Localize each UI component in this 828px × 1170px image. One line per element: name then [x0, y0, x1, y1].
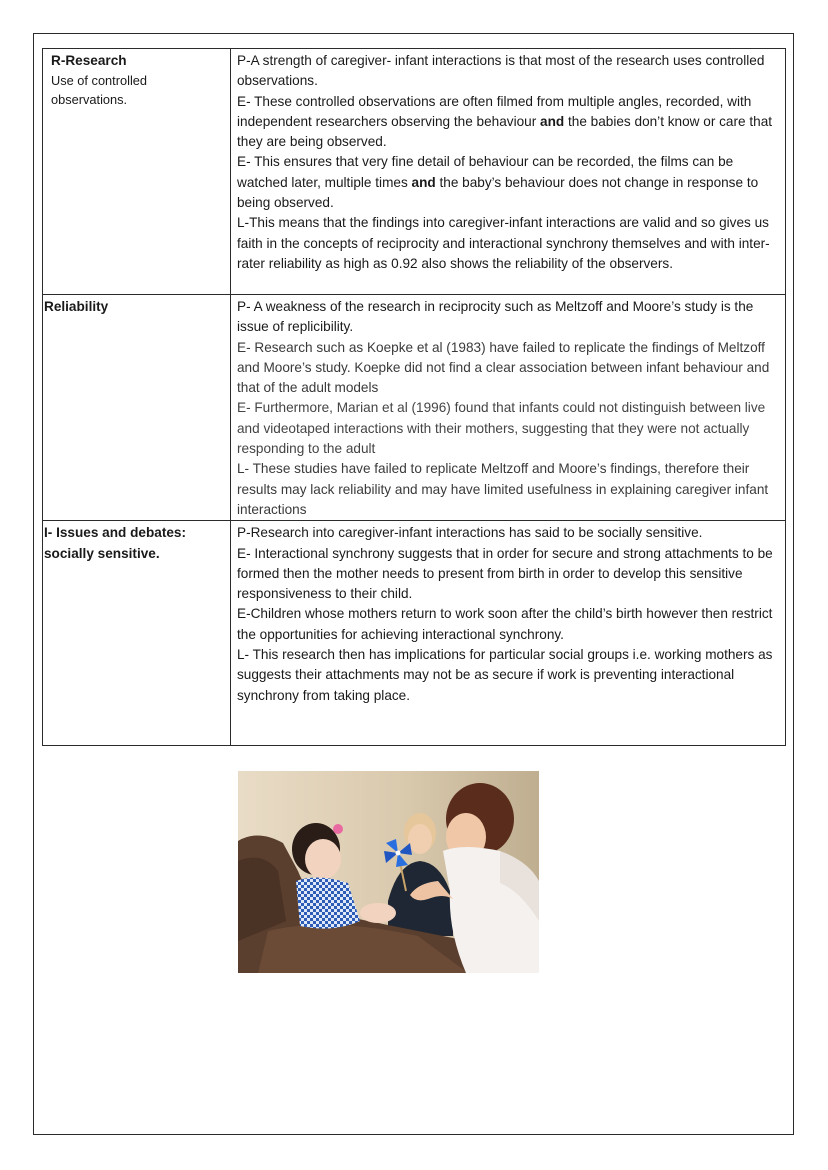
table-row	[43, 521, 786, 746]
photo-mother-infant-interaction	[238, 771, 539, 973]
row-sublabel: Use of controlled observations.	[51, 73, 148, 108]
text-run: the babies don’t know or care that they are being observed.	[237, 113, 773, 150]
evaluation-table	[42, 48, 786, 746]
text-run: E- These controlled observations are often filmed from multiple angles, recorded, with independent researchers observing the behaviour	[237, 93, 752, 129]
table-row	[43, 49, 786, 295]
table-row	[43, 295, 786, 521]
photo-illustration	[238, 771, 539, 973]
row-label: Reliability	[44, 299, 109, 314]
point-paragraph: P-A strength of caregiver- infant interactions is that most of the research uses controlled observations.	[237, 53, 765, 89]
row-label: R-Research	[51, 53, 127, 68]
bold-text-run: and	[540, 113, 565, 129]
text-run: the baby’s behaviour does not change in response to being observed.	[237, 174, 759, 211]
link-paragraph: L- This research then has implications for particular social groups i.e. working mothers as suggests their attachments may not be as secure if work is preventing interactional synchrony from taking place.	[237, 647, 773, 703]
explain-paragraph: E- Furthermore, Marian et al (1996) found that infants could not distinguish between live and videotaped interactions with their mothers, suggesting that they were not actually responding to the adult	[237, 400, 766, 457]
explain-paragraph	[237, 92, 779, 153]
text-run: E- This ensures that very fine detail of behaviour can be recorded, the films can be watched later, multiple times	[237, 154, 734, 190]
link-paragraph: L- These studies have failed to replicate Meltzoff and Moore’s findings, therefore their results may lack reliability and may have limited usefulness in explaining caregiver infant interactions	[237, 461, 769, 517]
row-content-cell	[231, 49, 786, 295]
bold-text-run: and	[411, 174, 436, 190]
point-paragraph: P-Research into caregiver-infant interactions has said to be socially sensitive.	[237, 525, 703, 541]
explain-paragraph	[237, 152, 779, 213]
row-content-cell	[231, 295, 786, 521]
row-label-cell	[43, 521, 231, 746]
row-label-cell	[43, 295, 231, 521]
explain-paragraph: E- Research such as Koepke et al (1983) have failed to replicate the findings of Meltzoff and Moore’s study. Koepke did not find a clear association between infant behaviour and that of the adult models	[237, 339, 770, 396]
explain-paragraph: E-Children whose mothers return to work soon after the child’s birth however then restrict the opportunities for achieving interactional synchrony.	[237, 606, 773, 642]
explain-paragraph: E- Interactional synchrony suggests that in order for secure and strong attachments to be formed then the mother needs to present from birth in order to develop this sensitive responsiveness to their child.	[237, 545, 773, 602]
point-paragraph: P- A weakness of the research in reciprocity such as Meltzoff and Moore’s study is the issue of replicibility.	[237, 299, 754, 335]
row-label-cell	[43, 49, 231, 295]
row-content-cell	[231, 521, 786, 746]
row-label: I- Issues and debates: socially sensitive.	[44, 525, 187, 561]
link-paragraph: L-This means that the findings into caregiver-infant interactions are valid and so gives us faith in the concepts of reciprocity and interactional synchrony themselves and with inter-rater reliability as high as 0.92 also shows the reliability of the observers.	[237, 215, 770, 271]
